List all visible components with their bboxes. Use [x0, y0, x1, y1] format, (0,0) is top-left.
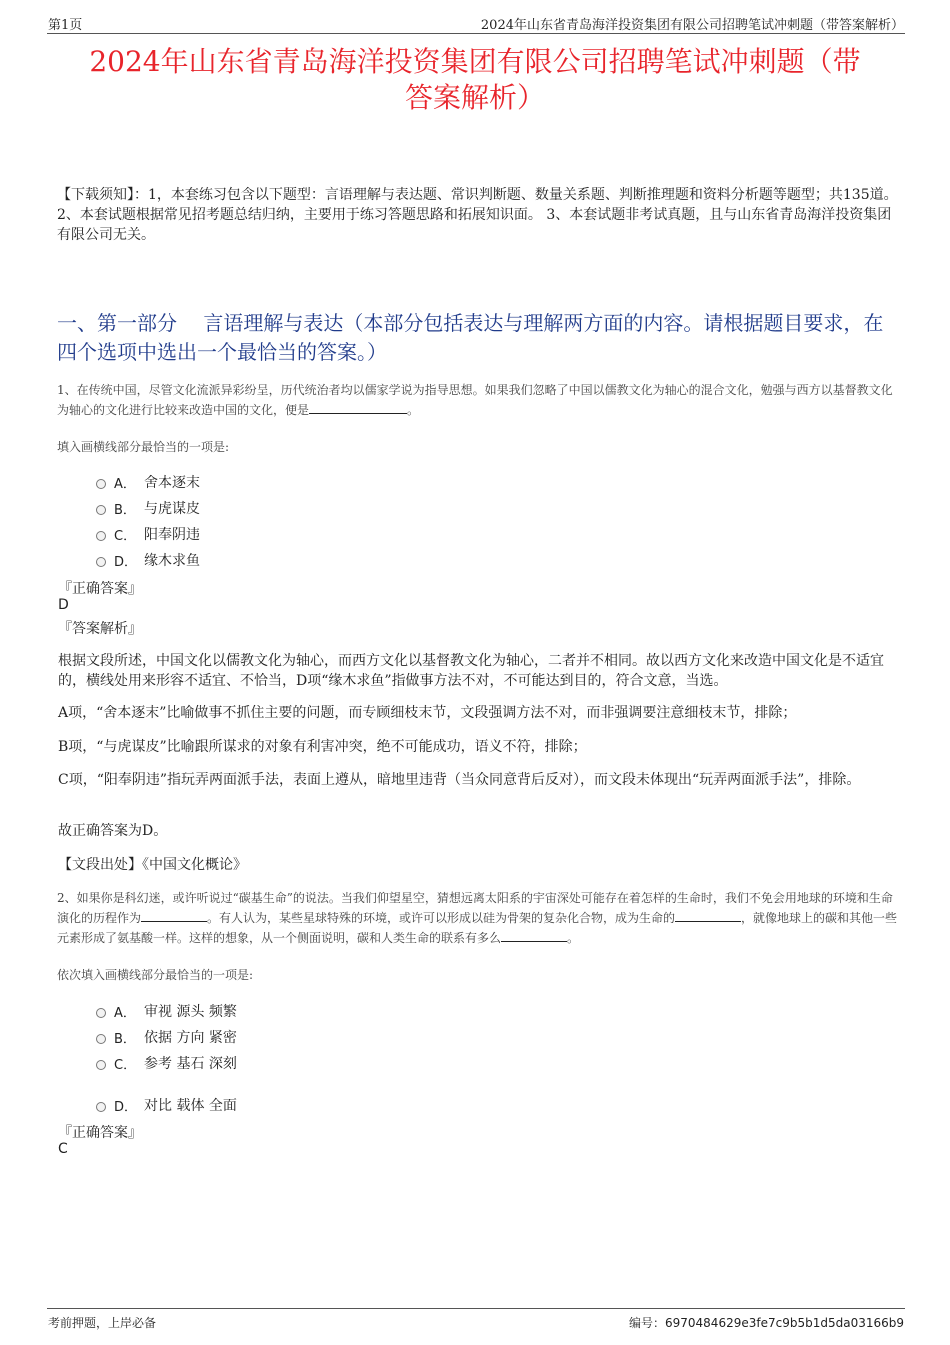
option-text: 参考 基石 深刻 — [144, 1056, 237, 1072]
question-2-blank — [141, 909, 207, 922]
section-title: 一、第一部分 言语理解与表达（本部分包括表达与理解两方面的内容。请根据题目要求，在四个选项中选出一个最恰当的答案。） — [57, 311, 884, 364]
q1-option-c[interactable]: C． 阳奉阴违 — [96, 524, 200, 544]
question-1-prompt: 填入画横线部分最恰当的一项是: — [57, 440, 230, 454]
download-notice: 【下载须知】：1，本套练习包含以下题型：言语理解与表达题、常识判断题、数量关系题、判断推理题和资料分析题等题型；共135道。 2、本套试题根据常见招考题总结归纳，主要用于练习答题思路和拓展知识面。 3、本套试题非考试真题，且与山东省青岛海洋投资集团有限公司无关。 — [57, 187, 898, 243]
title-line-2: 答案解析） — [404, 81, 545, 114]
radio-icon[interactable] — [96, 1102, 106, 1112]
question-2-blank — [501, 929, 567, 942]
radio-icon[interactable] — [96, 531, 106, 541]
question-2: 2、如果你是科幻迷，或许听说过“碳基生命”的说法。当我们仰望星空，猜想远离太阳系的宇宙深处可能存在着怎样的生命时，我们不免会用地球的环境和生命演化的历程作为 。有人认为，某些星球特殊的环境，或许可以形成以硅为骨架的复杂化合物，成为生命的 ，就像地球上的碳和其他一些元素形成了氨基酸一样。这样的想象，从一个侧面说明，碳和人类生命的联系有多么 。 — [57, 891, 898, 945]
question-1-end: 。 — [407, 403, 420, 417]
running-header: 2024年山东省青岛海洋投资集团有限公司招聘笔试冲刺题（带答案解析） — [480, 18, 904, 33]
option-text: 审视 源头 频繁 — [144, 1004, 237, 1020]
question-1 — [57, 380, 902, 420]
q2-option-a[interactable]: A． 审视 源头 频繁 — [96, 1001, 237, 1021]
radio-icon[interactable] — [96, 505, 106, 515]
q1-analysis-paragraph: A项，“舍本逐末”比喻做事不抓住主要的问题，而专顾细枝末节，文段强调方法不对，而非强调要注意细枝末节，排除； — [58, 705, 797, 721]
option-text: 对比 载体 全面 — [144, 1098, 237, 1114]
question-2-prompt: 依次填入画横线部分最恰当的一项是: — [57, 968, 254, 982]
q1-option-d[interactable]: D． 缘木求鱼 — [96, 550, 200, 570]
q2-option-c[interactable]: C． 参考 基石 深刻 — [96, 1053, 237, 1073]
q2-answer-label: 『正确答案』 — [58, 1125, 142, 1141]
question-1-text: 1、在传统中国，尽管文化流派异彩纷呈，历代统治者均以儒家学说为指导思想。如果我们忽略了中国以儒教文化为轴心的混合文化，勉强与西方以基督教文化为轴心的文化进行比较来改造中国的文化，便是 — [57, 383, 893, 417]
q1-analysis-label: 『答案解析』 — [58, 621, 142, 637]
radio-icon[interactable] — [96, 1008, 106, 1018]
footer-slogan: 考前押题，上岸必备 — [48, 1316, 157, 1330]
option-text: 与虎谋皮 — [144, 501, 200, 517]
option-text: 舍本逐末 — [144, 475, 200, 491]
question-2-text: 2、如果你是科幻迷，或许听说过“碳基生命”的说法。当我们仰望星空，猜想远离太阳系的宇宙深处可能存在着怎样的生命时，我们不免会用地球的环境和生命演化的历程作为 — [57, 891, 893, 925]
document-title — [50, 44, 900, 116]
option-text: 缘木求鱼 — [144, 553, 200, 569]
q2-answer: C — [58, 1141, 68, 1157]
q1-option-a[interactable]: A． 舍本逐末 — [96, 472, 200, 492]
radio-icon[interactable] — [96, 1060, 106, 1070]
footer-divider — [47, 1308, 905, 1309]
title-line-1: 2024年山东省青岛海洋投资集团有限公司招聘笔试冲刺题（带 — [89, 45, 861, 78]
q1-source: 【文段出处】《中国文化概论》 — [58, 857, 247, 873]
q2-option-d[interactable]: D． 对比 载体 全面 — [96, 1095, 237, 1115]
q1-analysis-paragraph: B项，“与虎谋皮”比喻跟所谋求的对象有利害冲突，绝不可能成功，语义不符，排除； — [58, 739, 587, 755]
document-id: 编号：6970484629e3fe7c9b5b1d5da03166b9 — [629, 1316, 904, 1330]
page-number: 第1页 — [48, 18, 83, 33]
q2-option-b[interactable]: B． 依据 方向 紧密 — [96, 1027, 237, 1047]
q1-analysis-paragraph: C项，“阳奉阴违”指玩弄两面派手法，表面上遵从，暗地里违背（当众同意背后反对），而文段未体现出“玩弄两面派手法”，排除。 — [58, 772, 861, 788]
question-2-blank — [675, 909, 741, 922]
radio-icon[interactable] — [96, 557, 106, 567]
q1-answer-label: 『正确答案』 — [58, 581, 142, 597]
header-divider — [47, 33, 905, 34]
option-text: 依据 方向 紧密 — [144, 1030, 237, 1046]
radio-icon[interactable] — [96, 479, 106, 489]
q1-analysis-paragraph: 故正确答案为D。 — [58, 823, 168, 839]
q1-answer: D — [58, 597, 69, 613]
q1-option-b[interactable]: B． 与虎谋皮 — [96, 498, 200, 518]
q1-analysis-paragraph: 根据文段所述，中国文化以儒教文化为轴心，而西方文化以基督教文化为轴心，二者并不相同。故以西方文化来改造中国文化是不适宜的，横线处用来形容不适宜、不恰当，D项“缘木求鱼”指做事方法不对，不可能达到目的，符合文意，当选。 — [58, 653, 884, 689]
radio-icon[interactable] — [96, 1034, 106, 1044]
option-text: 阳奉阴违 — [144, 527, 200, 543]
question-1-blank — [309, 401, 407, 414]
